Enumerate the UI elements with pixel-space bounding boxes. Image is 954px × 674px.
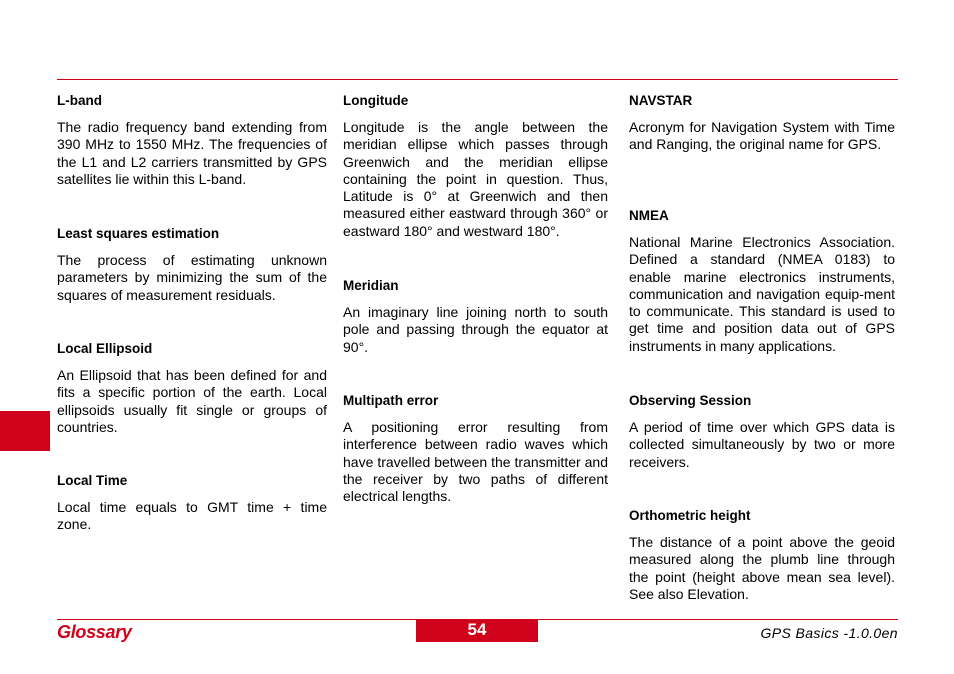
glossary-definition: The process of estimating unknown parameters by minimizing the sum of the squares of measurement residuals. xyxy=(57,252,327,303)
glossary-term: Multipath error xyxy=(343,393,439,408)
glossary-entry-meridian xyxy=(343,277,608,356)
glossary-term: Least squares estimation xyxy=(57,226,220,241)
glossary-entry-least-squares xyxy=(57,225,327,304)
chapter-tab-marker xyxy=(0,411,50,451)
page-number: 54 xyxy=(416,620,538,642)
glossary-definition: Acronym for Navigation System with Time and Ranging, the original name for GPS. xyxy=(629,119,895,153)
glossary-definition: An Ellipsoid that has been defined for and fits a specific portion of the earth. Local ellipsoids usually fit single or groups of countries. xyxy=(57,367,327,435)
glossary-term: Local Ellipsoid xyxy=(57,341,153,356)
glossary-entry-multipath-error xyxy=(343,392,608,505)
glossary-entry-longitude xyxy=(343,92,608,240)
glossary-definition: An imaginary line joining north to south pole and passing through the equator at 90°. xyxy=(343,304,608,355)
glossary-definition: The radio frequency band extending from 390 MHz to 1550 MHz. The frequencies of the L1 and L2 carriers transmitted by GPS satellites lie within this L-band. xyxy=(57,119,327,187)
glossary-term: Longitude xyxy=(343,93,409,108)
glossary-definition: A period of time over which GPS data is collected simultaneously by two or more receivers. xyxy=(629,419,895,470)
glossary-term: Meridian xyxy=(343,278,399,293)
glossary-term: NAVSTAR xyxy=(629,93,693,108)
glossary-entry-navstar xyxy=(629,92,895,154)
glossary-definition: Local time equals to GMT time + time zone. xyxy=(57,499,327,533)
glossary-entry-local-time xyxy=(57,472,327,534)
glossary-definition: A positioning error resulting from interference between radio waves which have travelled between the transmitter and the receiver by two paths of different electrical lengths. xyxy=(343,419,608,505)
glossary-entry-l-band xyxy=(57,92,327,188)
glossary-entry-nmea xyxy=(629,207,895,355)
glossary-definition: National Marine Electronics Association. Defined a standard (NMEA 0183) to enable marine electronics instruments, communication and navigation equip-ment to communicate. This standard is used to get time and position data out of GPS instruments in many applications. xyxy=(629,234,895,354)
glossary-entry-observing-session xyxy=(629,392,895,471)
glossary-definition: Longitude is the angle between the meridian ellipse which passes through Greenwich and the meridian ellipse containing the point in question. Thus, Latitude is 0° at Greenwich and then measured either eastward through 360° or eastward 180° and westward 180°. xyxy=(343,119,608,239)
footer-section-title: Glossary xyxy=(57,622,132,642)
glossary-term: L-band xyxy=(57,93,102,108)
glossary-entry-local-ellipsoid xyxy=(57,340,327,436)
glossary-term: Observing Session xyxy=(629,393,752,408)
glossary-term: Local Time xyxy=(57,473,128,488)
header-rule xyxy=(57,79,898,80)
glossary-term: Orthometric height xyxy=(629,508,751,523)
glossary-entry-orthometric-height xyxy=(629,507,895,603)
glossary-definition: The distance of a point above the geoid measured along the plumb line through the point (height above mean sea level). See also Elevation. xyxy=(629,534,895,602)
footer-document-name: GPS Basics -1.0.0en xyxy=(760,625,898,641)
glossary-term: NMEA xyxy=(629,208,669,223)
